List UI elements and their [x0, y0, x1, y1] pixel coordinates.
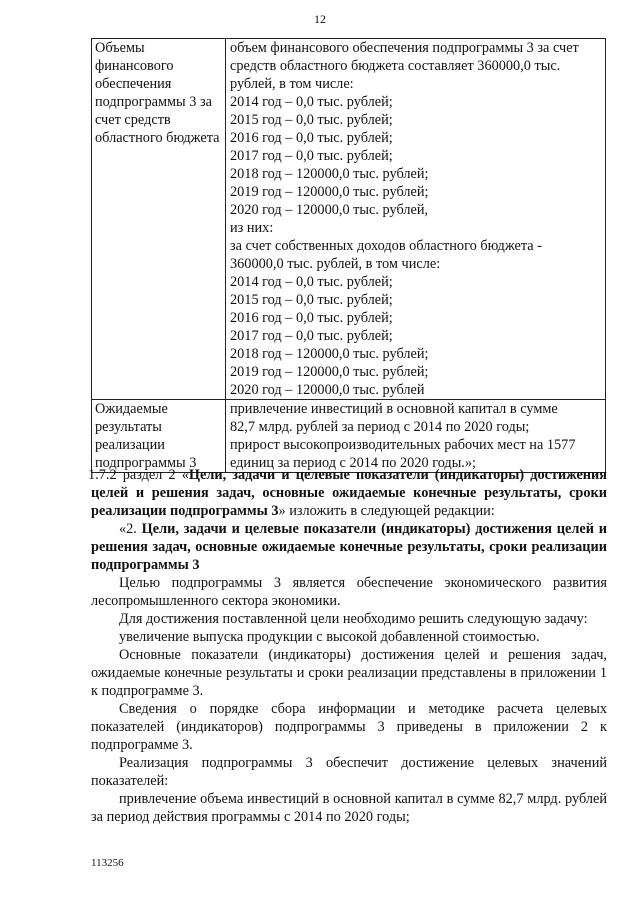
document-code: 113256: [91, 857, 124, 869]
funding-line: 2020 год – 120000,0 тыс. рублей,: [230, 202, 429, 218]
funding-line: 2020 год – 120000,0 тыс. рублей: [230, 382, 425, 398]
funding-line: 2019 год – 120000,0 тыс. рублей;: [230, 184, 429, 200]
funding-line: 2016 год – 0,0 тыс. рублей;: [230, 310, 393, 326]
funding-line: 2018 год – 120000,0 тыс. рублей;: [230, 166, 429, 182]
amendment-prefix: 1.7.2 раздел 2 «: [88, 467, 189, 483]
section-title-quoted: Цели, задачи и целевые показатели (индикаторы) достижения целей и решения задач, основные ожидаемые конечные результаты, сроки реализации подпрограммы 3: [91, 467, 607, 519]
body-paragraph: Реализация подпрограммы 3 обеспечит достижение целевых значений показателей:: [91, 755, 607, 789]
funding-line: 2017 год – 0,0 тыс. рублей;: [230, 148, 393, 164]
funding-line: 2019 год – 120000,0 тыс. рублей;: [230, 364, 429, 380]
body-paragraph: привлечение объема инвестиций в основной капитал в сумме 82,7 млрд. рублей за период действия программы с 2014 по 2020 годы;: [91, 791, 607, 825]
body-paragraph: Основные показатели (индикаторы) достижения целей и решения задач, ожидаемые конечные результаты и сроки реализации представлены в приложении 1 к подпрограмме 3.: [91, 647, 607, 699]
section-heading-title: Цели, задачи и целевые показатели (индикаторы) достижения целей и решения задач, основные ожидаемые конечные результаты, сроки реализации подпрограммы 3: [91, 521, 607, 573]
body-paragraph: увеличение выпуска продукции с высокой добавленной стоимостью.: [119, 629, 540, 645]
funding-value: [226, 39, 606, 400]
results-line: прирост высокопроизводительных рабочих мест на 1577: [230, 437, 576, 453]
body-paragraph: Для достижения поставленной цели необходимо решить следующую задачу:: [119, 611, 588, 627]
funding-label: Объемы финансового обеспечения подпрограммы 3 за счет средств областного бюджета: [92, 39, 226, 400]
results-line: привлечение инвестиций в основной капитал в сумме: [230, 401, 558, 417]
document-body: [88, 466, 607, 826]
subprogram-passport-table: [91, 38, 606, 473]
funding-line: 2018 год – 120000,0 тыс. рублей;: [230, 346, 429, 362]
section-heading: [91, 520, 607, 574]
page-number: 12: [314, 12, 326, 26]
results-line: 82,7 млрд. рублей за период с 2014 по 2020 годы;: [230, 419, 530, 435]
funding-line: объем финансового обеспечения подпрограммы 3 за счет: [230, 40, 579, 56]
section-heading-prefix: «2.: [119, 521, 142, 537]
results-line: единиц за период с 2014 по 2020 годы.»;: [230, 455, 477, 471]
body-paragraph: Целью подпрограммы 3 является обеспечение экономического развития лесопромышленного сектора экономики.: [91, 575, 607, 609]
funding-line: 2014 год – 0,0 тыс. рублей;: [230, 274, 393, 290]
funding-line: из них:: [230, 220, 274, 236]
body-paragraph: Сведения о порядке сбора информации и методике расчета целевых показателей (индикаторов) подпрограммы 3 приведены в приложении 2 к подпрограмме 3.: [91, 701, 607, 753]
funding-line: средств областного бюджета составляет 360000,0 тыс.: [230, 58, 561, 74]
funding-line: 2015 год – 0,0 тыс. рублей;: [230, 112, 393, 128]
funding-line: 2015 год – 0,0 тыс. рублей;: [230, 292, 393, 308]
results-value: [226, 400, 606, 473]
section-amendment-paragraph: [88, 466, 607, 520]
table-row-results: [92, 400, 606, 473]
funding-line: за счет собственных доходов областного бюджета -: [230, 238, 542, 254]
funding-line: рублей, в том числе:: [230, 76, 354, 92]
funding-line: 2017 год – 0,0 тыс. рублей;: [230, 328, 393, 344]
funding-line: 2016 год – 0,0 тыс. рублей;: [230, 130, 393, 146]
table-row-funding: [92, 39, 606, 400]
funding-line: 360000,0 тыс. рублей, в том числе:: [230, 256, 441, 272]
results-label: Ожидаемые результаты реализации подпрограммы 3: [92, 400, 226, 473]
funding-line: 2014 год – 0,0 тыс. рублей;: [230, 94, 393, 110]
amendment-suffix: » изложить в следующей редакции:: [278, 503, 495, 519]
